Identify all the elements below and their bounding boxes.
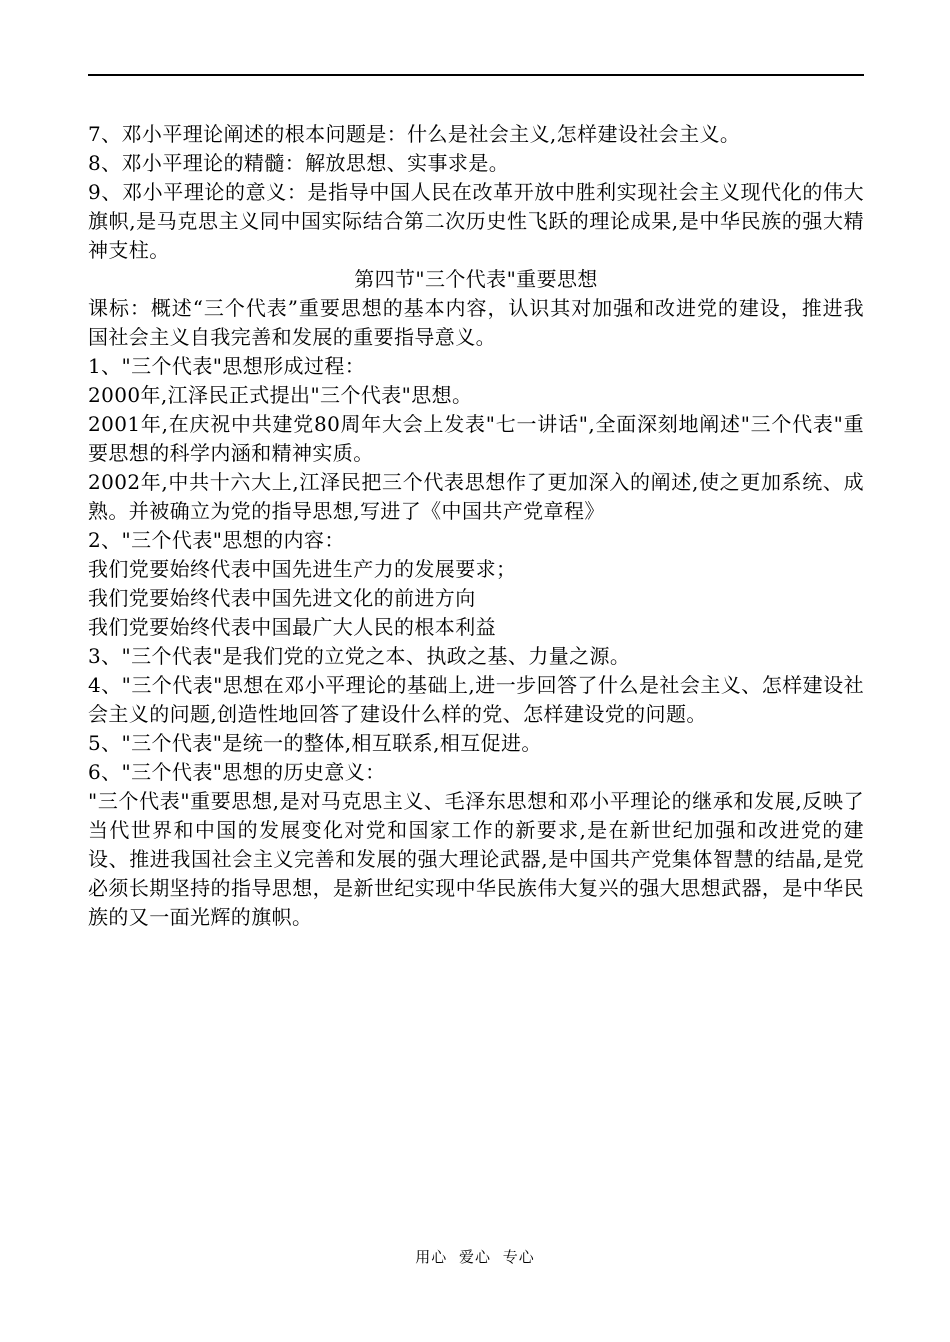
- section-heading: 第四节"三个代表"重要思想: [354, 267, 598, 291]
- paragraph-item-6: 6、"三个代表"思想的历史意义：: [88, 760, 386, 784]
- paragraph-represent-productivity: 我们党要始终代表中国先进生产力的发展要求；: [88, 557, 517, 581]
- paragraph-item-8: 8、邓小平理论的精髓：解放思想、实事求是。: [88, 151, 510, 175]
- paragraph-historical-significance: "三个代表"重要思想,是对马克思主义、毛泽东思想和邓小平理论的继承和发展,反映了当代世界和中国的发展变化对党和国家工作的新要求,是在新世纪加强和改进党的建设、推进我国社会主义完善和发展的强大理论武器,是中国共产党集体智慧的结晶,是党必须长期坚持的指导思想，是新世纪实现中华民族伟大复兴的强大思想武器，是中华民族的又一面光辉的旗帜。: [88, 789, 864, 929]
- page-footer: 用心 爱心 专心: [415, 1248, 535, 1266]
- paragraph-item-3: 3、"三个代表"是我们党的立党之本、执政之基、力量之源。: [88, 644, 631, 668]
- paragraph-year-2002: 2002年,中共十六大上,江泽民把三个代表思想作了更加深入的阐述,使之更加系统、成熟。并被确立为党的指导思想,写进了《中国共产党章程》: [88, 470, 864, 523]
- header-rule: [88, 74, 864, 76]
- paragraph-item-1: 1、"三个代表"思想形成过程：: [88, 354, 366, 378]
- document-body: [88, 120, 864, 932]
- paragraph-year-2001: 2001年,在庆祝中共建党80周年大会上发表"七一讲话",全面深刻地阐述"三个代表"重要思想的科学内涵和精神实质。: [88, 412, 864, 465]
- paragraph-item-2: 2、"三个代表"思想的内容：: [88, 528, 345, 552]
- curriculum-standard: 课标：概述“三个代表”重要思想的基本内容，认识其对加强和改进党的建设，推进我国社会主义自我完善和发展的重要指导意义。: [88, 296, 864, 349]
- paragraph-represent-culture: 我们党要始终代表中国先进文化的前进方向: [88, 586, 476, 610]
- paragraph-item-9: 9、邓小平理论的意义：是指导中国人民在改革开放中胜利实现社会主义现代化的伟大旗帜,是马克思主义同中国实际结合第二次历史性飞跃的理论成果,是中华民族的强大精神支柱。: [88, 180, 864, 262]
- paragraph-represent-people: 我们党要始终代表中国最广大人民的根本利益: [88, 615, 496, 639]
- paragraph-year-2000: 2000年,江泽民正式提出"三个代表"思想。: [88, 383, 473, 407]
- paragraph-item-7: 7、邓小平理论阐述的根本问题是：什么是社会主义,怎样建设社会主义。: [88, 122, 741, 146]
- paragraph-item-4: 4、"三个代表"思想在邓小平理论的基础上,进一步回答了什么是社会主义、怎样建设社会主义的问题,创造性地回答了建设什么样的党、怎样建设党的问题。: [88, 673, 864, 726]
- paragraph-item-5: 5、"三个代表"是统一的整体,相互联系,相互促进。: [88, 731, 542, 755]
